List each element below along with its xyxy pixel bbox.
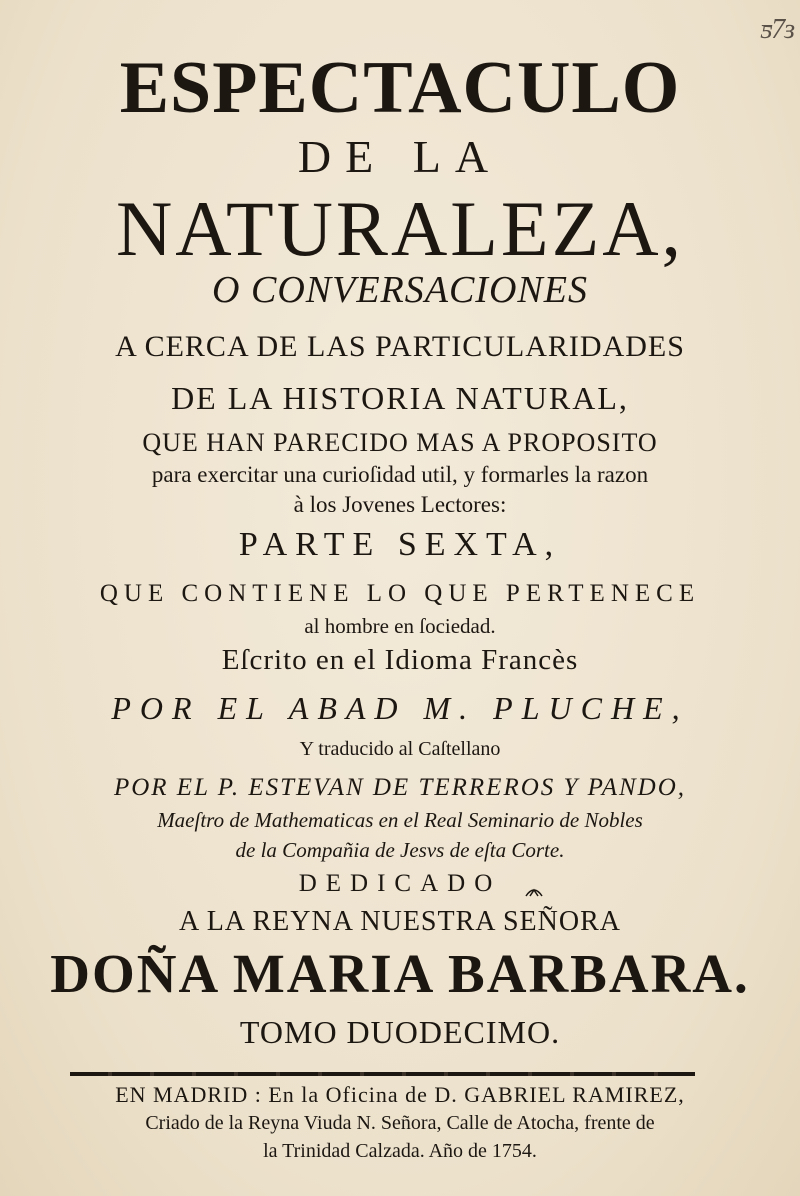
subtitle-line-1: A CERCA DE LAS PARTICULARIDADES [115,330,685,363]
subtitle-line-3: QUE HAN PARECIDO MAS A PROPOSITO [142,428,658,457]
translator-name: POR EL P. ESTEVAN DE TERREROS Y PANDO, [113,774,687,801]
translator-title-2: de la Compañia de Jesvs de eſta Corte. [235,838,565,862]
written-language: Eſcrito en el Idioma Francès [221,644,579,676]
author-name: POR EL ABAD M. PLUCHE, [111,690,689,726]
dedicatee-name: DOÑA MARIA BARBARA. [50,943,750,1004]
ornament-icon [525,886,543,898]
dedication-to: A LA REYNA NUESTRA SEÑORA [179,906,621,937]
volume-label: TOMO DUODECIMO. [239,1014,561,1050]
translator-title-1: Maeſtro de Mathematicas en el Real Seminario de Nobles [157,808,643,832]
imprint-line-1: EN MADRID : En la Oficina de D. GABRIEL RAMIREZ, [115,1082,685,1107]
imprint-line-2: Criado de la Reyna Viuda N. Señora, Calle de Atocha, frente de [145,1112,655,1134]
part-description-1: QUE CONTIENE LO QUE PERTENECE [99,580,701,607]
title-line-2: DE LA [297,131,503,182]
title-line-1: ESPECTACULO [119,47,681,129]
imprint-line-3: la Trinidad Calzada. Año de 1754. [263,1140,537,1162]
subtitle-line-4: para exercitar una curioſidad util, y formarles la razon [151,462,649,487]
shelf-mark: ƽ7ɜ [761,14,794,45]
translated-note: Y traducido al Caſtellano [299,738,501,760]
title-line-4: O CONVERSACIONES [212,269,588,311]
part-title: PARTE SEXTA, [238,526,562,563]
part-description-2: al hombre en ſociedad. [304,614,496,638]
divider-rule [70,1072,695,1076]
dedication-label: DEDICADO [298,870,502,897]
subtitle-line-5: à los Jovenes Lectores: [293,492,507,517]
subtitle-line-2: DE LA HISTORIA NATURAL, [171,380,629,416]
title-line-3: NATURALEZA, [115,185,685,272]
